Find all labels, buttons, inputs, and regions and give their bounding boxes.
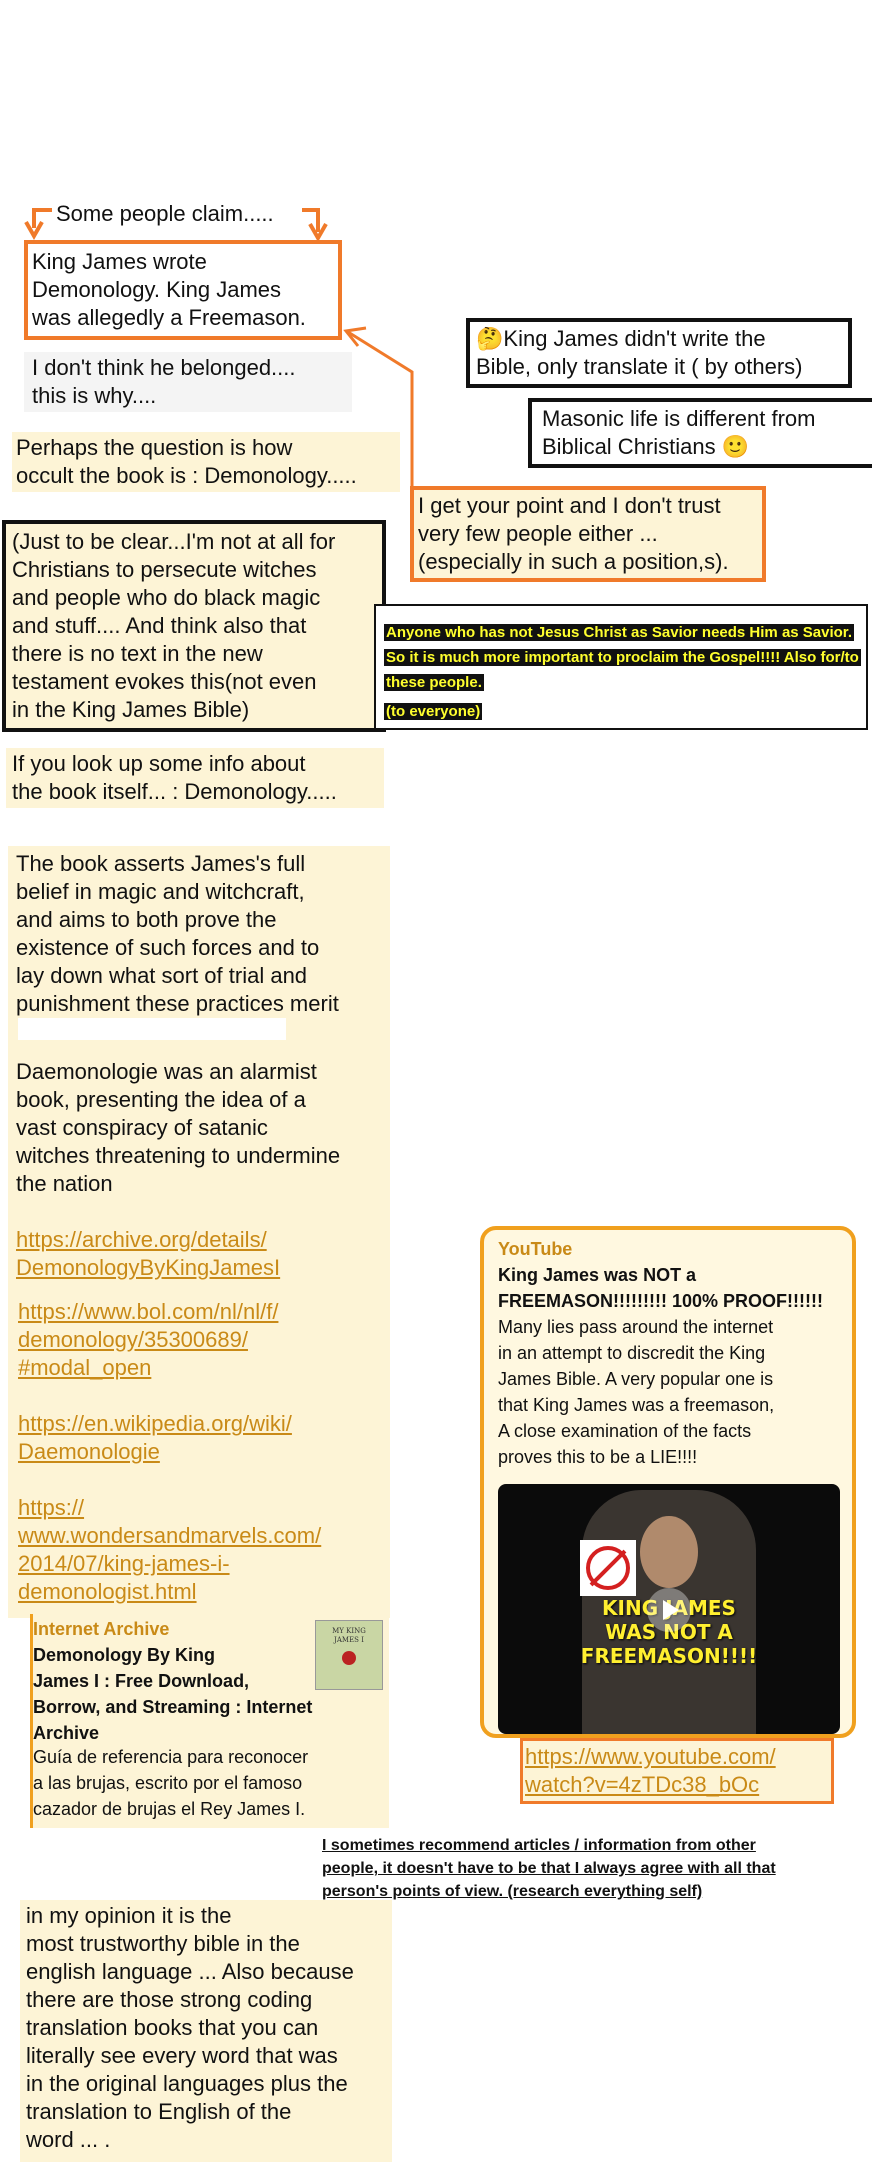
play-icon[interactable] — [647, 1588, 691, 1632]
claim-box: King James wrote Demonology. King James was allegedly a Freemason. — [24, 240, 342, 340]
question-note: Perhaps the question is how occult the book is : Demonology..... — [12, 432, 400, 492]
blank-strip — [18, 1018, 286, 1040]
yt-video-thumbnail[interactable] — [498, 1484, 840, 1734]
link-archive[interactable]: https://archive.org/details/ DemonologyByKingJamesI — [16, 1227, 281, 1280]
yt-title[interactable]: King James was NOT a FREEMASON!!!!!!!!! 100% PROOF!!!!!! — [498, 1265, 823, 1311]
link-wondersandmarvels[interactable]: https:// www.wondersandmarvels.com/ 2014/07/king-james-i- demonologist.html — [18, 1495, 322, 1604]
ia-book-title: MY KING JAMES I — [332, 1627, 366, 1644]
reply-masonic-box: Masonic life is different from Biblical Christians 🙂 — [528, 398, 872, 468]
gospel-line-4: (to everyone) — [386, 703, 481, 720]
youtube-link-box — [520, 1738, 834, 1804]
ia-seal-icon — [342, 1651, 356, 1665]
ia-source: Internet Archive — [33, 1619, 170, 1639]
youtube-card[interactable] — [480, 1226, 856, 1738]
no-masonic-sign-icon — [580, 1540, 636, 1596]
gospel-line-2: So it is much more important to proclaim the Gospel!!!! Also for/to — [386, 649, 859, 666]
portrait-face — [640, 1516, 698, 1588]
yt-thumbnail-caption: KING JAMES WAS NOT A FREEMASON!!!! — [580, 1596, 758, 1668]
gospel-line-1: Anyone who has not Jesus Christ as Savior needs Him as Savior. — [386, 624, 852, 641]
alarmist-text: Daemonologie was an alarmist book, presenting the idea of a vast conspiracy of satanic witches threatening to undermine the nation — [16, 1059, 341, 1196]
yt-source: YouTube — [498, 1239, 573, 1259]
reply-bible-box: 🤔King James didn't write the Bible, only translate it ( by others) — [466, 318, 852, 388]
internet-archive-card[interactable] — [30, 1614, 389, 1828]
claim-heading: Some people claim..... — [56, 201, 274, 226]
gospel-box — [374, 604, 868, 730]
gospel-line-3: these people. — [386, 674, 482, 691]
trust-box: I get your point and I don't trust very few people either ... (especially in such a position,s). — [410, 486, 766, 582]
link-youtube[interactable]: https://www.youtube.com/ watch?v=4zTDc38_bOc — [525, 1744, 776, 1797]
opinion-note: in my opinion it is the most trustworthy bible in the english language ... Also because there are those strong coding translation books that you can literally see every word that was in the original languages plus the translation to English of the word ... . — [20, 1900, 392, 2162]
ia-title[interactable]: Demonology By King James I : Free Download, Borrow, and Streaming : Internet Archive — [33, 1645, 313, 1743]
ia-description: Guía de referencia para reconocer a las brujas, escrito por el famoso cazador de brujas el Rey James I. — [33, 1747, 309, 1819]
recommend-note: I sometimes recommend articles / information from other people, it doesn't have to be that I always agree with all that person's points of view. (research everything self) — [322, 1837, 776, 1900]
link-bol[interactable]: https://www.bol.com/nl/nl/f/ demonology/35300689/ #modal_open — [18, 1299, 279, 1380]
link-wikipedia[interactable]: https://en.wikipedia.org/wiki/ Daemonologie — [18, 1411, 292, 1464]
belonged-note: I don't think he belonged.... this is why.... — [24, 352, 352, 412]
yt-description: Many lies pass around the internet in an attempt to discredit the King James Bible. A very popular one is that King James was a freemason, A close examination of the facts proves this to be a LIE!!!! — [498, 1317, 775, 1467]
lookup-note: If you look up some info about the book itself... : Demonology..... — [6, 748, 384, 808]
clarify-box: (Just to be clear...I'm not at all for Christians to persecute witches and people who do black magic and stuff.... And think also that there is no text in the new testament evokes this(not even in the King James Bible) — [2, 520, 386, 732]
ia-book-thumbnail — [315, 1620, 383, 1690]
asserts-text: The book asserts James's full belief in magic and witchcraft, and aims to both prove the existence of such forces and to lay down what sort of trial and punishment these practices merit — [16, 851, 339, 1016]
